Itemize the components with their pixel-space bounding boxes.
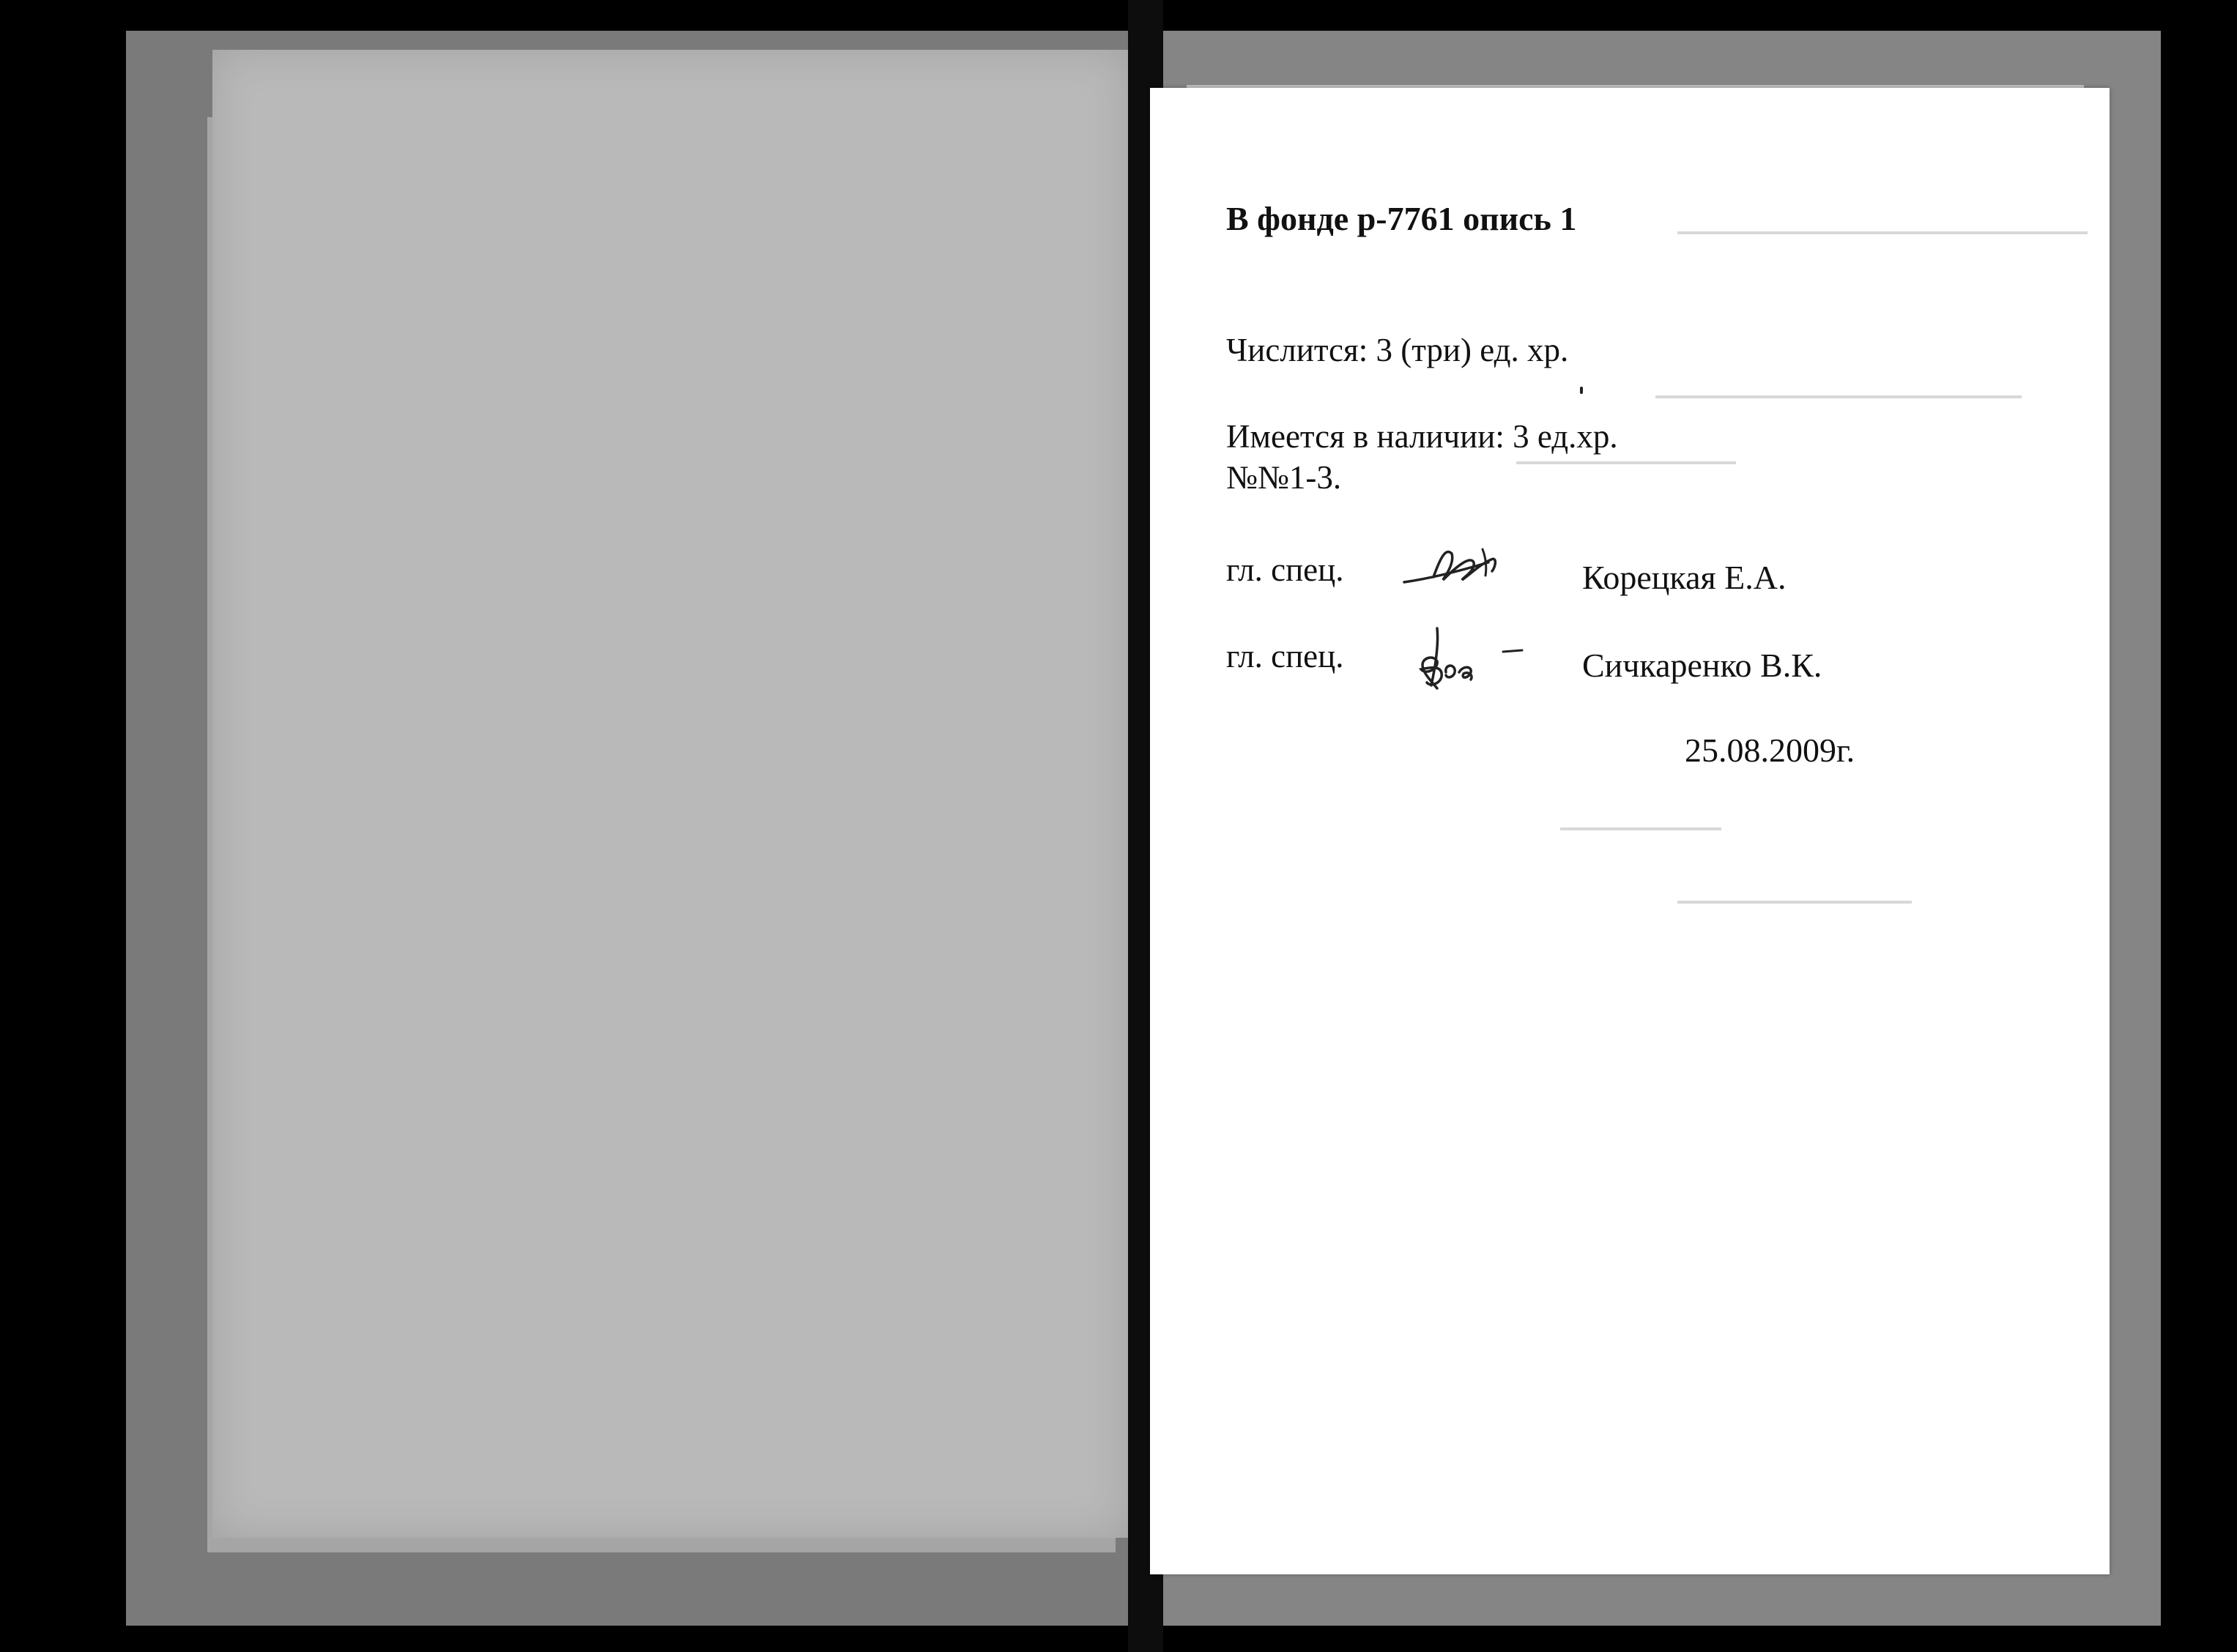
unit-numbers: №№1-3. <box>1226 459 1342 496</box>
bleed-through-text <box>396 152 406 173</box>
faint-line <box>1655 395 2022 398</box>
signer-name-1: Корецкая Е.А. <box>1582 559 1787 596</box>
ink-mark <box>1580 387 1583 394</box>
signature-2-icon <box>1401 621 1532 698</box>
signer-role-2: гл. спец. <box>1226 638 1344 674</box>
date: 25.08.2009г. <box>1685 732 1855 769</box>
verification-sheet <box>1150 88 2110 1574</box>
available-units: Имеется в наличии: 3 ед.хр. <box>1226 418 1618 455</box>
faint-line <box>1516 461 1736 464</box>
faint-line <box>1677 231 2088 234</box>
counted-units: Числится: 3 (три) ед. хр. <box>1226 332 1569 368</box>
faint-line <box>1560 827 1721 830</box>
faint-line <box>1677 901 1912 904</box>
signer-role-1: гл. спец. <box>1226 551 1344 588</box>
left-page <box>212 50 1128 1538</box>
signer-name-2: Сичкаренко В.К. <box>1582 647 1822 684</box>
signature-1-icon <box>1401 542 1532 597</box>
fond-heading: В фонде р-7761 опись 1 <box>1226 200 1577 237</box>
